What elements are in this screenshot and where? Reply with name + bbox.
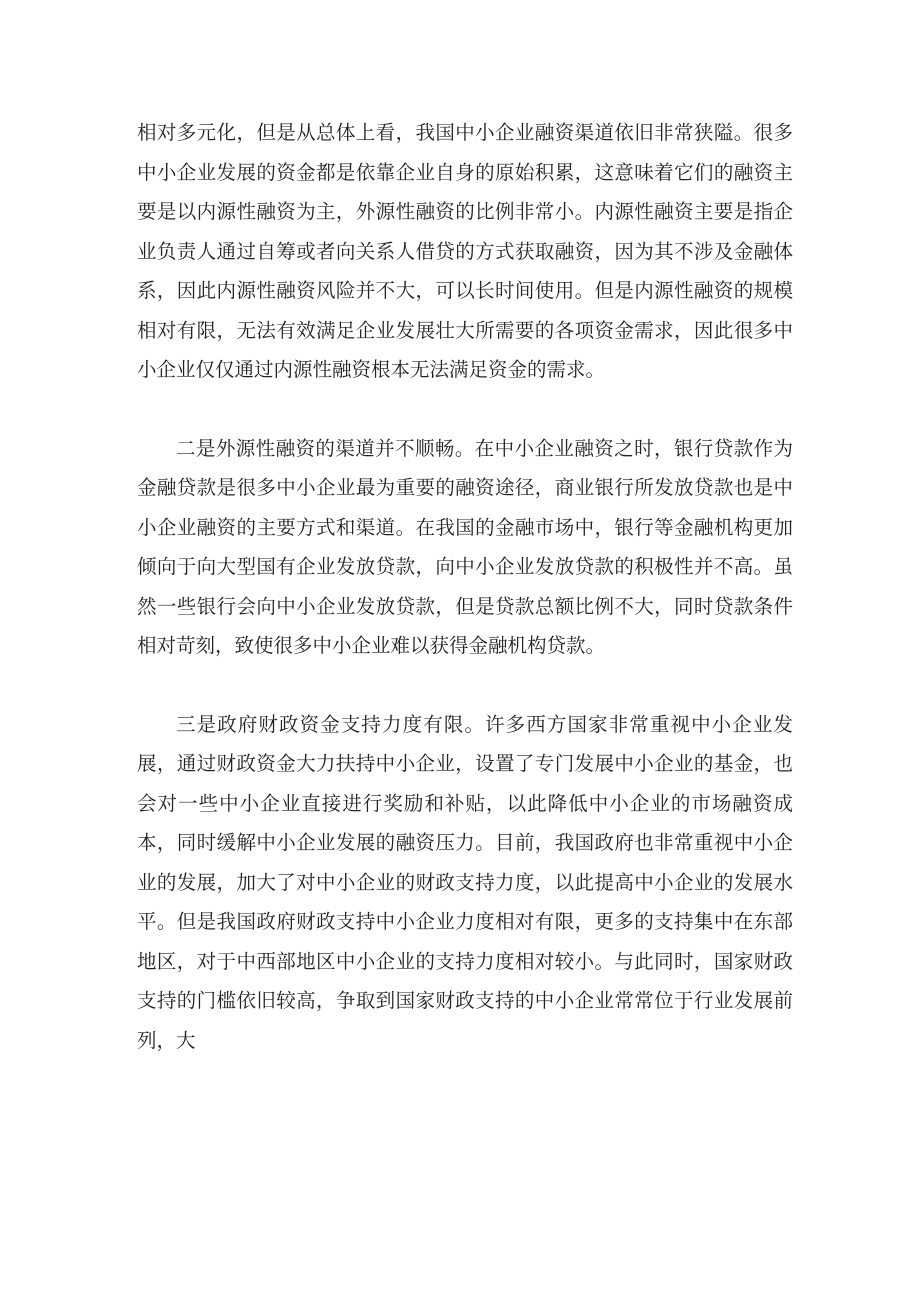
paragraph-government-support: 三是政府财政资金支持力度有限。许多西方国家非常重视中小企业发展，通过财政资金大力扶持中小企业，设置了专门发展中小企业的基金，也会对一些中小企业直接进行奖励和补贴，以此降低中小企业的市场融资成本，同时缓解中小企业发展的融资压力。目前，我国政府也非常重视中小企业的发展，加大了对中小企业的财政支持力度，以此提高中小企业的发展水平。但是我国政府财政支持中小企业力度相对有限，更多的支持集中在东部地区，对于中西部地区中小企业的支持力度相对较小。与此同时，国家财政支持的门槛依旧较高，争取到国家财政支持的中小企业常常位于行业发展前列，大 — [137, 712, 793, 1052]
paragraph-financing-channels: 相对多元化，但是从总体上看，我国中小企业融资渠道依旧非常狭隘。很多中小企业发展的资金都是依靠企业自身的原始积累，这意味着它们的融资主要是以内源性融资为主，外源性融资的比例非常小。内源性融资主要是指企业负责人通过自筹或者向关系人借贷的方式获取融资，因为其不涉及金融体系，因此内源性融资风险并不大，可以长时间使用。但是内源性融资的规模相对有限，无法有效满足企业发展壮大所需要的各项资金需求，因此很多中小企业仅仅通过内源性融资根本无法满足资金的需求。 — [137, 121, 793, 381]
document-body — [137, 113, 793, 1060]
paragraph-external-financing: 二是外源性融资的渠道并不顺畅。在中小企业融资之时，银行贷款作为金融贷款是很多中小企业最为重要的融资途径，商业银行所发放贷款也是中小企业融资的主要方式和渠道。在我国的金融市场中，银行等金融机构更加倾向于向大型国有企业发放贷款，向中小企业发放贷款的积极性并不高。虽然一些银行会向中小企业发放贷款，但是贷款总额比例不大，同时贷款条件相对苛刻，致使很多中小企业难以获得金融机构贷款。 — [137, 436, 793, 657]
